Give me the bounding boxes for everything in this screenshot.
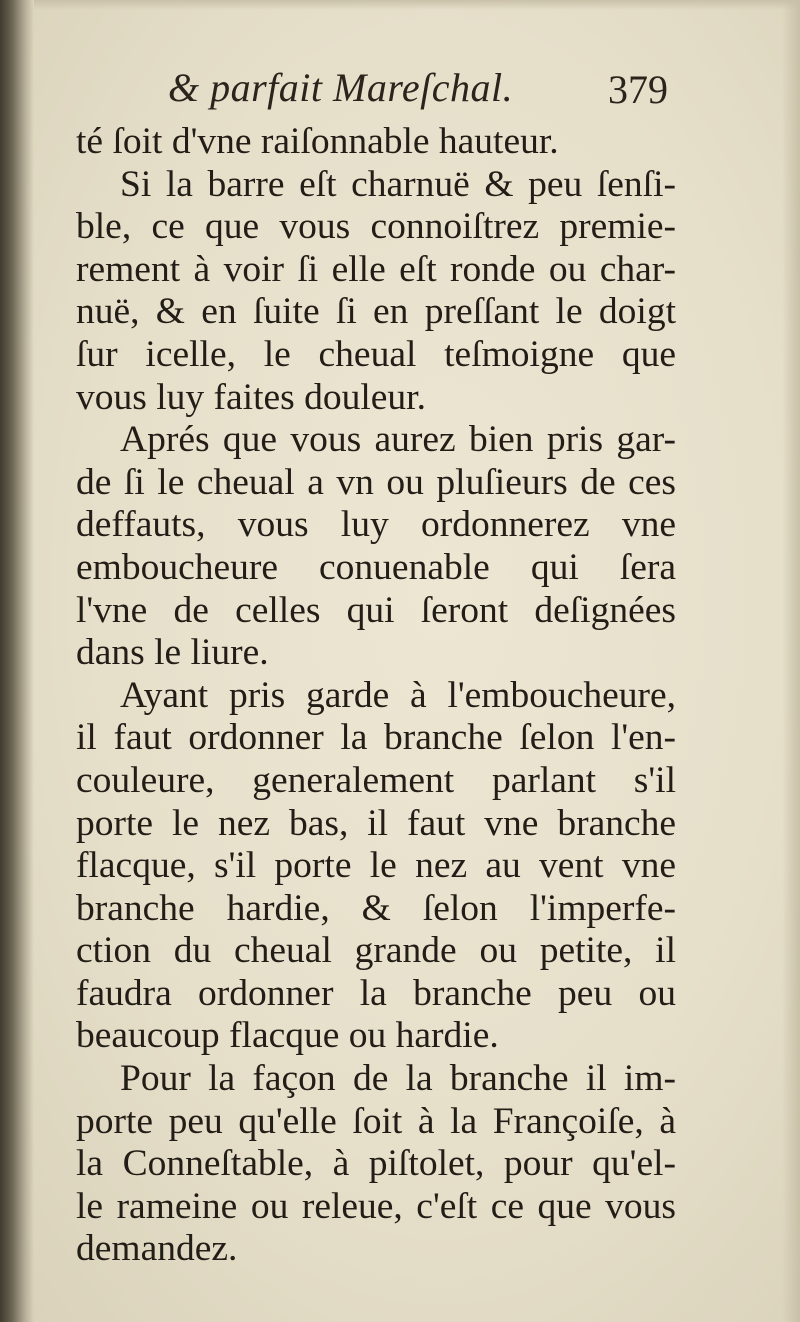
text-line: ction du cheual grande ou petite, il [76, 930, 676, 972]
text-line: Ayant pris garde à l'emboucheure, [120, 674, 676, 716]
text-line: de ſi le cheual a vn ou pluſieurs de ces [76, 461, 676, 503]
text-line: branche hardie, & ſelon l'imperfe- [76, 887, 676, 929]
text-line: porte peu qu'elle ſoit à la Françoiſe, à [76, 1100, 676, 1142]
text-line: dans le liure. [76, 632, 269, 674]
text-line: Pour la façon de la branche il im- [120, 1058, 676, 1100]
text-line: emboucheure conuenable qui ſera [76, 546, 676, 588]
text-line: ble, ce que vous connoiſtrez premie- [76, 206, 676, 248]
text-line: Si la barre eſt charnuë & peu ſenſi- [120, 163, 676, 205]
text-line: ſur icelle, le cheual teſmoigne que [76, 333, 676, 375]
text-line: le rameine ou releue, c'eſt ce que vous [76, 1185, 676, 1227]
page-right-edge [782, 0, 800, 1322]
text-line: la Conneſtable, à piſtolet, pour qu'el- [76, 1143, 676, 1185]
text-line: il faut ordonner la branche ſelon l'en- [76, 717, 676, 759]
text-line: deffauts, vous luy ordonnerez vne [76, 504, 676, 546]
text-line: nuë, & en ſuite ſi en preſſant le doigt [76, 291, 676, 333]
body-text [76, 121, 676, 1271]
text-line: l'vne de celles qui ſeront deſignées [76, 589, 676, 631]
text-line: beaucoup flacque ou hardie. [76, 1015, 499, 1057]
text-line: Aprés que vous aurez bien pris gar- [120, 419, 676, 461]
text-line: rement à voir ſi elle eſt ronde ou char- [76, 248, 676, 290]
page-number: 379 [608, 67, 668, 112]
text-line: demandez. [76, 1228, 238, 1270]
text-line: vous luy faites douleur. [76, 376, 426, 418]
page-gutter-shadow [0, 0, 34, 1322]
text-line: faudra ordonner la branche peu ou [76, 972, 676, 1014]
page-top-edge [34, 0, 800, 10]
text-line: flacque, s'il porte le nez au vent vne [76, 845, 676, 887]
text-line: couleure, generalement parlant s'il [76, 759, 676, 801]
running-head [168, 64, 668, 120]
running-title: & parfait Mareſchal. [168, 65, 514, 110]
text-line: porte le nez bas, il faut vne branche [76, 802, 676, 844]
text-line: té ſoit d'vne raiſonnable hauteur. [76, 121, 559, 162]
